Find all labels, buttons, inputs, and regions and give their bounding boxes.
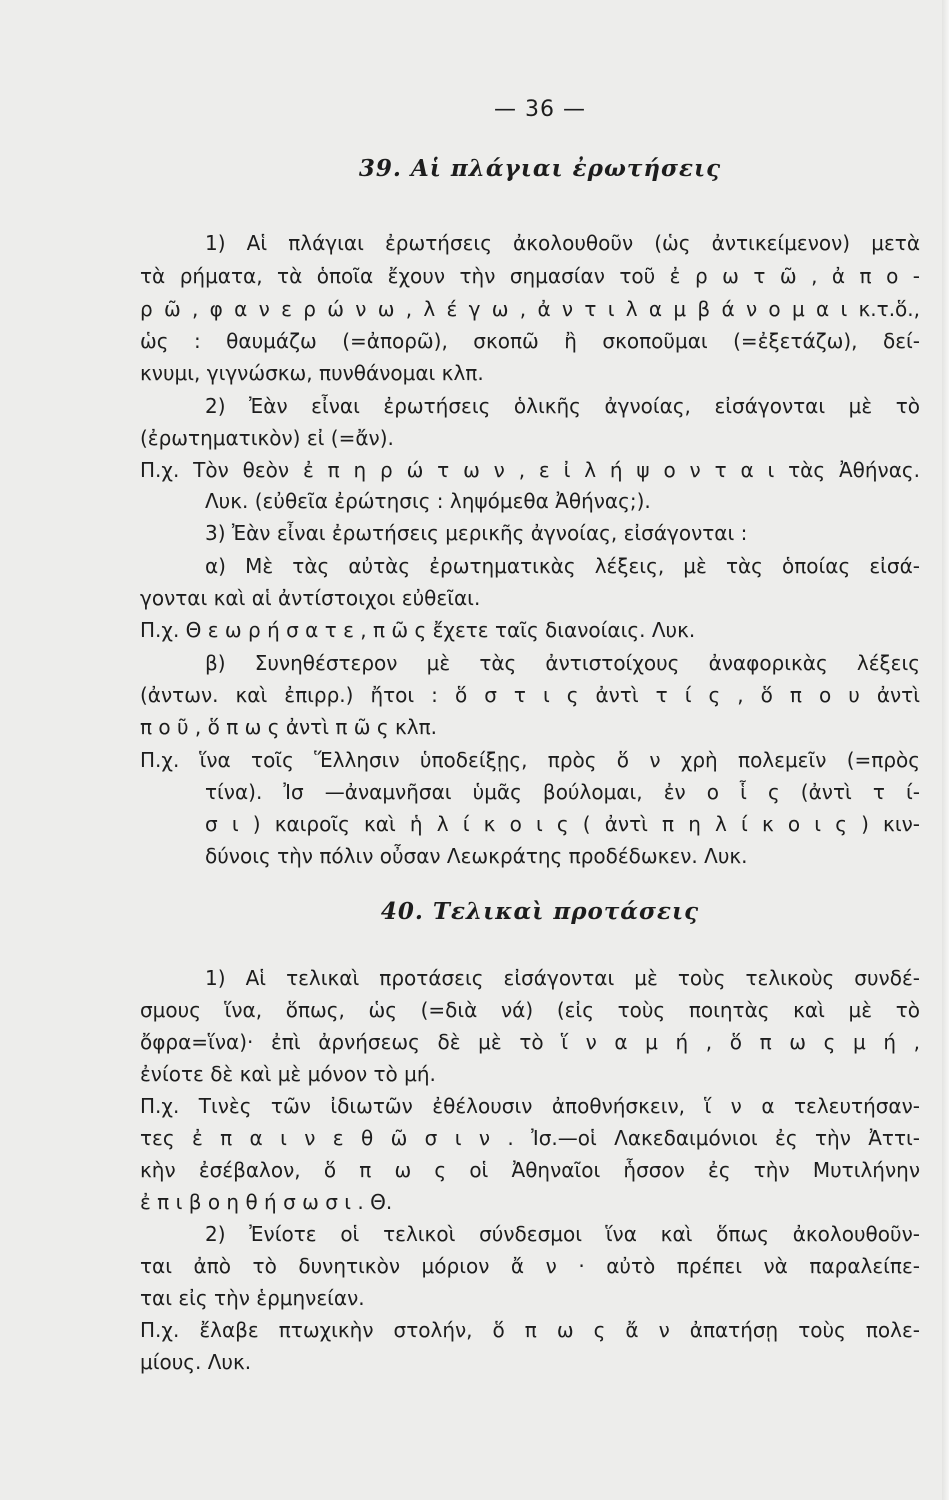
text-line: 1) Αἱ τελικαὶ προτάσεις εἰσάγονται μὲ τοὺς τελικοὺς συνδέ- xyxy=(205,966,920,990)
text-line: 1) Αἱ πλάγιαι ἐρωτήσεις ἀκολουθοῦν (ὡς ἀντικείμενον) μετὰ xyxy=(205,231,920,255)
page-edge xyxy=(942,0,949,1500)
text-line: τίνα). Ἰσ —ἀναμνῆσαι ὑμᾶς βούλομαι, ἐν ο ἷ ς (ἀντὶ τ ί- xyxy=(205,780,920,804)
text-line: ὄφρα=ἵνα)· ἐπὶ ἀρνήσεως δὲ μὲ τὸ ἵ ν α μ ή , ὅ π ω ς μ ή , xyxy=(140,1030,920,1054)
text-line: σμους ἵνα, ὅπως, ὡς (=διὰ νά) (εἰς τοὺς ποιητὰς καὶ μὲ τὸ xyxy=(140,998,920,1022)
text-line: 2) Ἐνίοτε οἱ τελικοὶ σύνδεσμοι ἵνα καὶ ὅπως ἀκολουθοῦν- xyxy=(205,1222,920,1246)
text-line: τες ἐ π α ι ν ε θ ῶ σ ι ν . Ἰσ.—οἱ Λακεδαιμόνιοι ἐς τὴν Ἀττι- xyxy=(140,1126,920,1150)
text-line: (ἐρωτηματικὸν) εἰ (=ἄν). xyxy=(140,426,394,450)
text-line: ὡς : θαυμάζω (=ἀπορῶ), σκοπῶ ἢ σκοποῦμαι (=ἐξετάζω), δεί- xyxy=(140,329,920,353)
text-line: 3) Ἐὰν εἶναι ἐρωτήσεις μερικῆς ἀγνοίας, εἰσάγονται : xyxy=(205,521,748,545)
text-line: Λυκ. (εὐθεῖα ἐρώτησις : ληψόμεθα Ἀθήνας;). xyxy=(205,489,651,513)
text-line: γονται καὶ αἱ ἀντίστοιχοι εὐθεῖαι. xyxy=(140,586,481,610)
text-line: 2) Ἐὰν εἶναι ἐρωτήσεις ὁλικῆς ἀγνοίας, εἰσάγονται μὲ τὸ xyxy=(205,394,920,418)
text-line: Π.χ. Θ ε ω ρ ή σ α τ ε , π ῶ ς ἔχετε ταῖς διανοίαις. Λυκ. xyxy=(140,618,696,642)
text-line: κνυμι, γιγνώσκω, πυνθάνομαι κλπ. xyxy=(140,361,484,385)
text-line: (ἀντων. καὶ ἐπιρρ.) ἤτοι : ὅ σ τ ι ς ἀντὶ τ ί ς , ὅ π ο υ ἀντὶ xyxy=(140,683,920,707)
text-line: Π.χ. ἵνα τοῖς Ἕλλησιν ὑποδείξῃς, πρὸς ὅ ν χρὴ πολεμεῖν (=πρὸς xyxy=(140,748,920,772)
text-line: δύνοις τὴν πόλιν οὖσαν Λεωκράτης προδέδωκεν. Λυκ. xyxy=(205,844,748,868)
text-line: Π.χ. ἔλαβε πτωχικὴν στολήν, ὅ π ω ς ἄ ν ἀπατήσῃ τοὺς πολε- xyxy=(140,1318,920,1342)
text-line: ται ἀπὸ τὸ δυνητικὸν μόριον ἄ ν · αὐτὸ πρέπει νὰ παραλείπε- xyxy=(140,1254,920,1278)
text-line: σ ι ) καιροῖς καὶ ἡ λ ί κ ο ι ς ( ἀντὶ π η λ ί κ ο ι ς ) κιν- xyxy=(205,812,920,836)
text-line: ται εἰς τὴν ἑρμηνείαν. xyxy=(140,1286,365,1310)
text-line: μίους. Λυκ. xyxy=(140,1350,252,1374)
text-line: ἐ π ι β ο η θ ή σ ω σ ι . Θ. xyxy=(140,1190,393,1214)
text-line: α) Μὲ τὰς αὐτὰς ἐρωτηματικὰς λέξεις, μὲ τὰς ὁποίας εἰσά- xyxy=(205,554,920,578)
text-line: ρ ῶ , φ α ν ε ρ ώ ν ω , λ έ γ ω , ἀ ν τ ι λ α μ β ά ν ο μ α ι κ.τ.ὅ., xyxy=(140,297,920,321)
text-line: ἐνίοτε δὲ καὶ μὲ μόνον τὸ μή. xyxy=(140,1062,436,1086)
section-heading: 40. Τελικαὶ προτάσεις xyxy=(380,898,700,925)
text-line: π ο ῦ , ὅ π ω ς ἀντὶ π ῶ ς κλπ. xyxy=(140,715,437,739)
text-line: β) Συνηθέστερον μὲ τὰς ἀντιστοίχους ἀναφορικὰς λέξεις xyxy=(205,651,920,675)
text-line: Π.χ. Τινὲς τῶν ἰδιωτῶν ἐθέλουσιν ἀποθνήσκειν, ἵ ν α τελευτήσαν- xyxy=(140,1094,920,1118)
text-line: τὰ ρήματα, τὰ ὁποῖα ἔχουν τὴν σημασίαν τοῦ ἐ ρ ω τ ῶ , ἀ π ο - xyxy=(140,264,920,288)
section-heading: 39. Αἱ πλάγιαι ἐρωτήσεις xyxy=(358,155,722,182)
text-line: κὴν ἐσέβαλον, ὅ π ω ς οἱ Ἀθηναῖοι ἧσσον ἐς τὴν Μυτιλήνην xyxy=(140,1158,920,1182)
page-number: — 36 — xyxy=(494,97,586,122)
text-line: Π.χ. Τὸν θεὸν ἐ π η ρ ώ τ ω ν , ε ἰ λ ή ψ ο ν τ α ι τὰς Ἀθήνας. xyxy=(140,458,920,482)
